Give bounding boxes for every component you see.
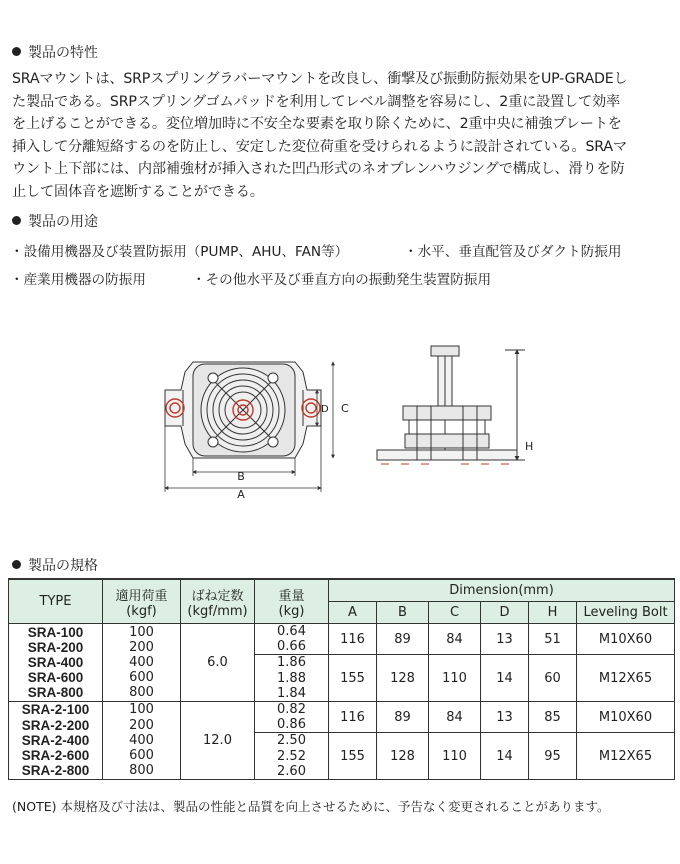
load-cell: 100 200 400 600 800: [103, 701, 181, 779]
bullet-icon: [12, 560, 21, 569]
bolt-cell: M12X65: [577, 655, 675, 702]
dim-a-cell: 155: [329, 655, 377, 702]
features-line: 止して固体音を遮断することができる。: [12, 183, 264, 200]
use-item: ・設備用機器及び装置防振用（PUMP、AHU、FAN等）: [10, 244, 349, 260]
header-h: H: [529, 602, 577, 624]
features-paragraph: [12, 68, 672, 204]
spec-table: [8, 578, 675, 780]
dim-c-cell: 84: [429, 624, 481, 655]
dim-d-cell: 13: [481, 701, 529, 732]
type-cell: SRA-2-100 SRA-2-200 SRA-2-400 SRA-2-600 SRA-2-800: [9, 701, 103, 779]
header-a: A: [329, 602, 377, 624]
top-view: [165, 362, 321, 458]
side-view: [377, 346, 525, 460]
weight-cell: 1.86 1.88 1.84: [255, 655, 329, 702]
dim-c-cell: 110: [429, 733, 481, 780]
specs-heading: 製品の規格: [12, 555, 98, 575]
bolt-cell: M10X60: [577, 624, 675, 655]
features-line: を上げることができる。変位増加時に不安全な要素を取り除くために、2重中央に補強プレートを: [12, 116, 622, 133]
uses-heading: 製品の用途: [12, 211, 98, 231]
dim-h-cell: 60: [529, 655, 577, 702]
dim-a-cell: 116: [329, 701, 377, 732]
features-line: SRAマウントは、SRPスプリングラバーマウントを改良し、衝撃及び振動防振効果をUP-GRADEし: [12, 71, 628, 87]
dim-label-c: C: [341, 402, 349, 415]
dim-label-b: B: [237, 470, 245, 483]
header-type: TYPE: [9, 579, 103, 624]
features-line: た製品である。SRPスプリングゴムパッドを利用してレベル調整を容易にし、2重に設置して効率: [12, 93, 621, 110]
dim-c-cell: 84: [429, 701, 481, 732]
header-c: C: [429, 602, 481, 624]
bolt-cell: M10X60: [577, 701, 675, 732]
dim-label-d: D: [321, 404, 329, 415]
header-d: D: [481, 602, 529, 624]
header-b: B: [377, 602, 429, 624]
dim-a-cell: 155: [329, 733, 377, 780]
dim-d-cell: 14: [481, 733, 529, 780]
header-dimension: Dimension(mm): [329, 579, 675, 602]
table-row: [9, 701, 675, 732]
dim-b-cell: 128: [377, 733, 429, 780]
features-heading: 製品の特性: [12, 42, 98, 62]
features-line: 挿入して分離短絡するのを防止し、安定した変位荷重を受けられるように設計されている。SRAマ: [12, 138, 627, 155]
type-cell: SRA-100 SRA-200 SRA-400 SRA-600 SRA-800: [9, 624, 103, 702]
dim-h-cell: 51: [529, 624, 577, 655]
dim-c-cell: 110: [429, 655, 481, 702]
bolt-cell: M12X65: [577, 733, 675, 780]
dim-d-cell: 13: [481, 624, 529, 655]
spring-cell: 12.0: [181, 701, 255, 779]
bullet-icon: [12, 47, 21, 56]
technical-drawing: [155, 340, 555, 500]
dim-b-cell: 89: [377, 624, 429, 655]
spec-note: (NOTE) 本規格及び寸法は、製品の性能と品質を向上させるために、予告なく変更されることがあります。: [12, 799, 610, 814]
bullet-icon: [12, 216, 21, 225]
features-line: ウント上下部には、内部補強材が挿入された凹凸形式のネオプレンハウジングで構成し、滑りを防: [12, 161, 625, 178]
dim-a-cell: 116: [329, 624, 377, 655]
weight-cell: 0.82 0.86: [255, 701, 329, 732]
use-item: ・その他水平及び垂直方向の振動発生装置防振用: [192, 272, 492, 288]
dim-d-cell: 14: [481, 655, 529, 702]
load-cell: 100 200 400 600 800: [103, 624, 181, 702]
table-row: [9, 624, 675, 655]
use-item: ・水平、垂直配管及びダクト防振用: [404, 244, 622, 260]
header-spring: ばね定数 (kgf/mm): [181, 579, 255, 624]
weight-cell: 0.64 0.66: [255, 624, 329, 655]
spring-cell: 6.0: [181, 624, 255, 702]
header-weight: 重量 (kg): [255, 579, 329, 624]
header-bolt: Leveling Bolt: [577, 602, 675, 624]
header-load: 適用荷重 (kgf): [103, 579, 181, 624]
use-item: ・産業用機器の防振用: [10, 272, 146, 288]
dim-b-cell: 128: [377, 655, 429, 702]
dim-h-cell: 85: [529, 701, 577, 732]
dim-b-cell: 89: [377, 701, 429, 732]
dim-label-h: H: [525, 440, 534, 453]
dim-h-cell: 95: [529, 733, 577, 780]
weight-cell: 2.50 2.52 2.60: [255, 733, 329, 780]
dim-label-a: A: [237, 488, 245, 500]
